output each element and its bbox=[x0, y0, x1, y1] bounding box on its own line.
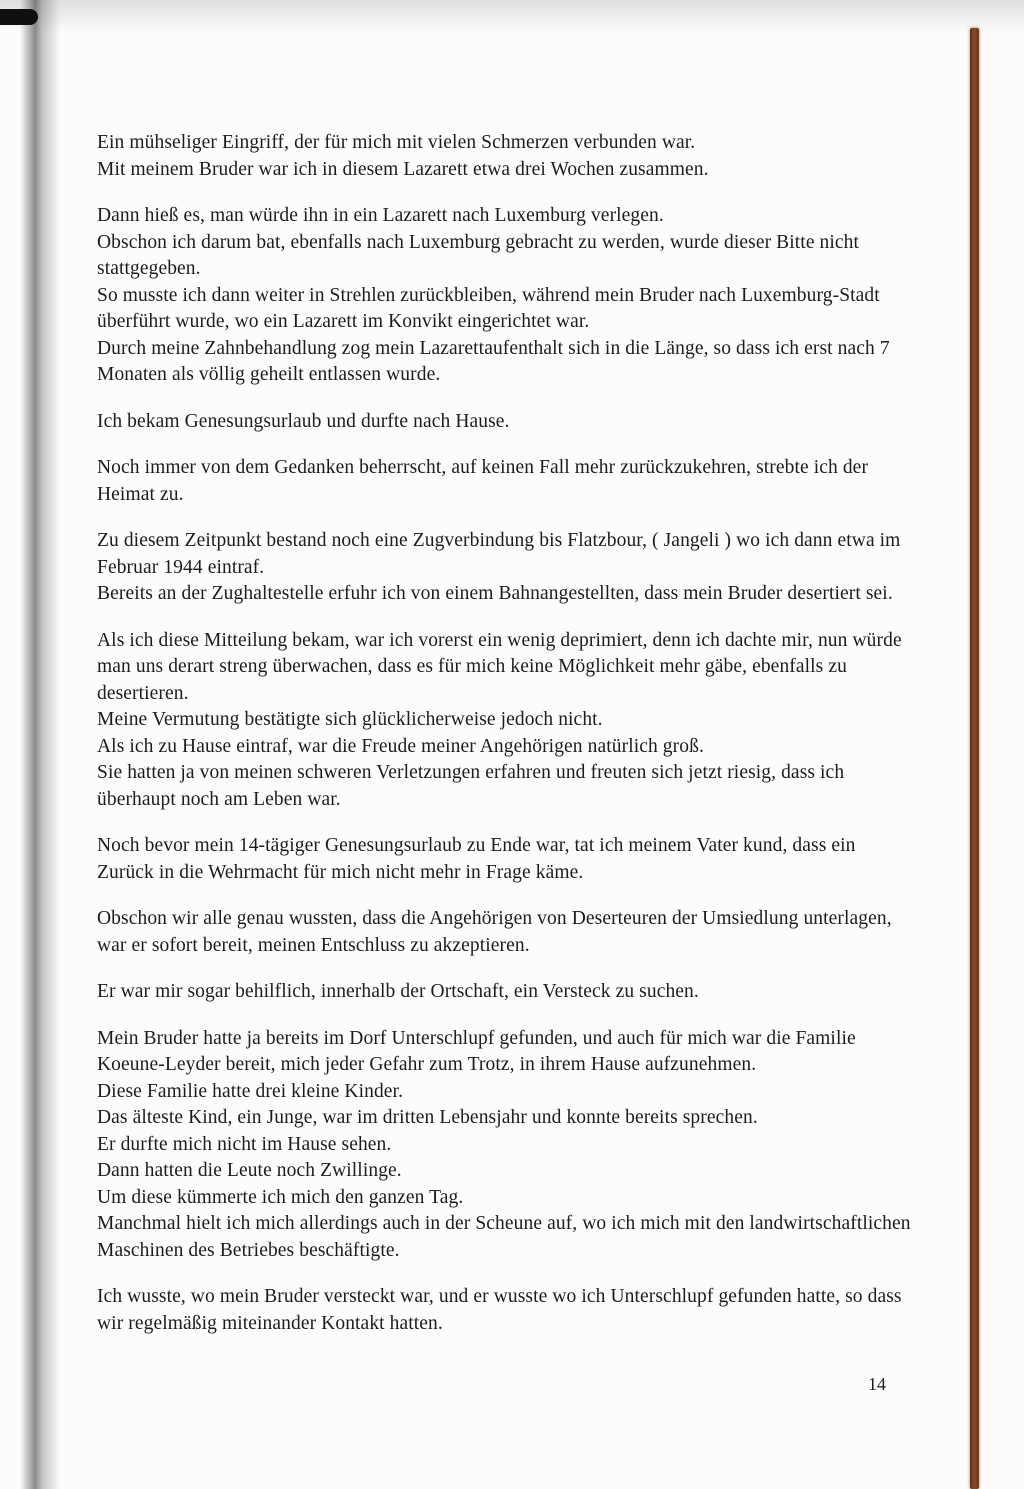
text-line: Durch meine Zahnbehandlung zog mein Lazarettaufenthalt sich in die Länge, so dass ich erst nach 7 Monaten als völlig geheilt entlassen wurde. bbox=[97, 337, 890, 385]
text-line: Das älteste Kind, ein Junge, war im dritten Lebensjahr und konnte bereits sprechen. bbox=[97, 1107, 758, 1128]
paragraph bbox=[97, 628, 912, 814]
paragraph bbox=[97, 455, 912, 508]
scan-corner-mark bbox=[0, 9, 38, 25]
text-line: Ein mühseliger Eingriff, der für mich mit vielen Schmerzen verbunden war. bbox=[97, 132, 696, 153]
text-line: Um diese kümmerte ich mich den ganzen Tag. bbox=[97, 1186, 464, 1208]
paragraph bbox=[97, 979, 912, 1006]
paragraph bbox=[97, 528, 912, 608]
paragraph bbox=[97, 1026, 912, 1265]
paragraph bbox=[97, 409, 912, 436]
text-line: Noch immer von dem Gedanken beherrscht, auf keinen Fall mehr zurückzukehren, strebte ich der Heimat zu. bbox=[97, 457, 869, 505]
text-line: Obschon ich darum bat, ebenfalls nach Luxemburg gebracht zu werden, wurde dieser Bitte nicht stattgegeben. bbox=[97, 231, 860, 279]
paragraph bbox=[97, 906, 912, 959]
scan-top-smudge bbox=[0, 0, 1024, 34]
text-line: Manchmal hielt ich mich allerdings auch in der Scheune auf, wo ich mich mit den landwirtschaftlichen Maschinen des Betriebes beschäftigte. bbox=[97, 1213, 911, 1261]
text-line: Mein Bruder hatte ja bereits im Dorf Unterschlupf gefunden, und auch für mich war die Familie Koeune-Leyder bereit, mich jeder Gefahr zum Trotz, in ihrem Hause aufzunehmen. bbox=[97, 1027, 856, 1075]
text-line: Diese Familie hatte drei kleine Kinder. bbox=[97, 1080, 404, 1102]
text-line: Meine Vermutung bestätigte sich glücklicherweise jedoch nicht. bbox=[97, 709, 603, 730]
text-line: Dann hieß es, man würde ihn in ein Lazarett nach Luxemburg verlegen. bbox=[97, 205, 664, 226]
paragraph bbox=[97, 1284, 912, 1337]
text-line: Sie hatten ja von meinen schweren Verletzungen erfahren und freuten sich jetzt riesig, dass ich überhaupt noch am Leben war. bbox=[97, 762, 845, 810]
text-line: Zu diesem Zeitpunkt bestand noch eine Zugverbindung bis Flatzbour, ( Jangeli ) wo ich dann etwa im Februar 1944 eintraf. bbox=[97, 530, 901, 578]
page-number: 14 bbox=[868, 1374, 886, 1394]
text-line: So musste ich dann weiter in Strehlen zurückbleiben, während mein Bruder nach Luxemburg-Stadt überführt wurde, wo ein Lazarett im Konvikt eingerichtet war. bbox=[97, 284, 880, 332]
text-line: Mit meinem Bruder war ich in diesem Lazarett etwa drei Wochen zusammen. bbox=[97, 158, 709, 180]
text-line: Obschon wir alle genau wussten, dass die Angehörigen von Deserteuren der Umsiedlung unterlagen, war er sofort bereit, meinen Entschluss zu akzeptieren. bbox=[97, 908, 892, 956]
book-binding-shadow bbox=[20, 0, 60, 1489]
text-line: Bereits an der Zughaltestelle erfuhr ich von einem Bahnangestellten, dass mein Bruder desertiert sei. bbox=[97, 583, 893, 604]
paragraph bbox=[97, 130, 912, 183]
book-cover-edge bbox=[970, 28, 979, 1489]
text-line: Als ich zu Hause eintraf, war die Freude meiner Angehörigen natürlich groß. bbox=[97, 735, 704, 757]
text-line: Ich bekam Genesungsurlaub und durfte nach Hause. bbox=[97, 410, 510, 432]
page-text bbox=[97, 130, 912, 1357]
text-line: Er durfte mich nicht im Hause sehen. bbox=[97, 1133, 392, 1155]
paragraph bbox=[97, 833, 912, 886]
text-line: Noch bevor mein 14-tägiger Genesungsurlaub zu Ende war, tat ich meinem Vater kund, dass ein Zurück in die Wehrmacht für mich nicht mehr in Frage käme. bbox=[97, 835, 856, 883]
text-line: Als ich diese Mitteilung bekam, war ich vorerst ein wenig deprimiert, denn ich dachte mir, nun würde man uns derart streng überwachen, dass es für mich keine Möglichkeit mehr gäbe, ebenfalls zu desertieren. bbox=[97, 629, 902, 704]
text-line: Dann hatten die Leute noch Zwillinge. bbox=[97, 1160, 402, 1181]
text-line: Ich wusste, wo mein Bruder versteckt war, und er wusste wo ich Unterschlupf gefunden hatte, so dass wir regelmäßig miteinander Kontakt hatten. bbox=[97, 1286, 902, 1334]
text-line: Er war mir sogar behilflich, innerhalb der Ortschaft, ein Versteck zu suchen. bbox=[97, 981, 699, 1002]
paragraph bbox=[97, 203, 912, 389]
